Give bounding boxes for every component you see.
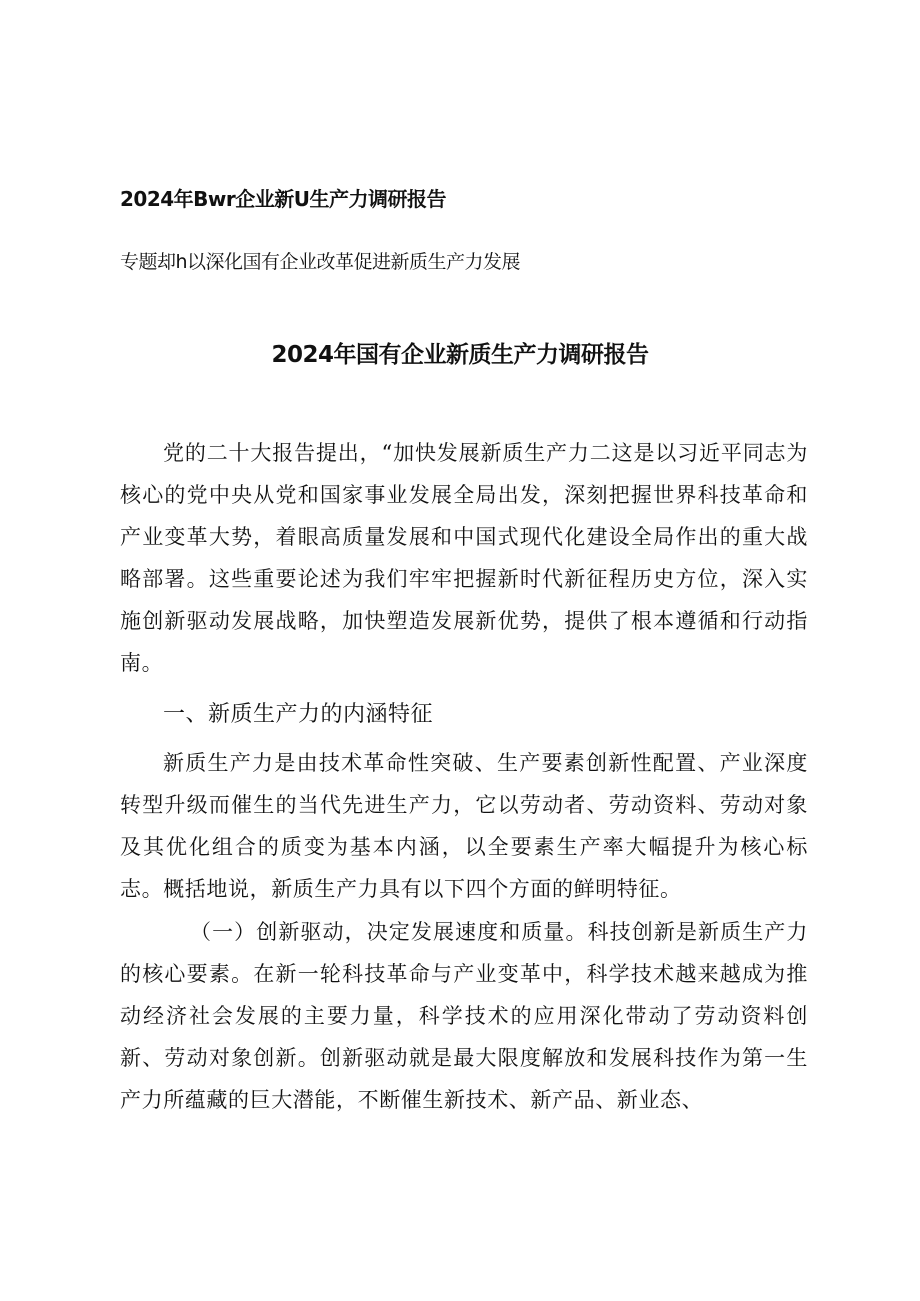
header-subtitle: 专题却h以深化国有企业改革促进新质生产力发展 xyxy=(120,251,521,273)
paragraph-innovation: （一）创新驱动，决定发展速度和质量。科技创新是新质生产力的核心要素。在新一轮科技革命与产业变革中，科学技术越来越成为推动经济社会发展的主要力量，科学技术的应用深化带动了劳动资料创新、劳动对象创新。创新驱动就是最大限度解放和发展科技作为第一生产力所蕴藏的巨大潜能，不断催生新技术、新产品、新业态、 xyxy=(120,920,808,1112)
header-title: 2024年Bwr企业新U生产力调研报告 xyxy=(120,187,446,211)
paragraph-definition: 新质生产力是由技术革命性突破、生产要素创新性配置、产业深度转型升级而催生的当代先进生产力，它以劳动者、劳动资料、劳动对象及其优化组合的质变为基本内涵，以全要素生产率大幅提升为核心标志。概括地说，新质生产力具有以下四个方面的鲜明特征。 xyxy=(120,751,808,901)
section-heading: 一、新质生产力的内涵特征 xyxy=(163,702,434,727)
document-title: 2024年国有企业新质生产力调研报告 xyxy=(271,342,649,368)
paragraph-intro: 党的二十大报告提出，“加快发展新质生产力二这是以习近平同志为核心的党中央从党和国家事业发展全局出发，深刻把握世界科技革命和产业变革大势，着眼高质量发展和中国式现代化建设全局作出的重大战略部署。这些重要论述为我们牢牢把握新时代新征程历史方位，深入实施创新驱动发展战略，加快塑造发展新优势，提供了根本遵循和行动指南。 xyxy=(120,441,808,675)
